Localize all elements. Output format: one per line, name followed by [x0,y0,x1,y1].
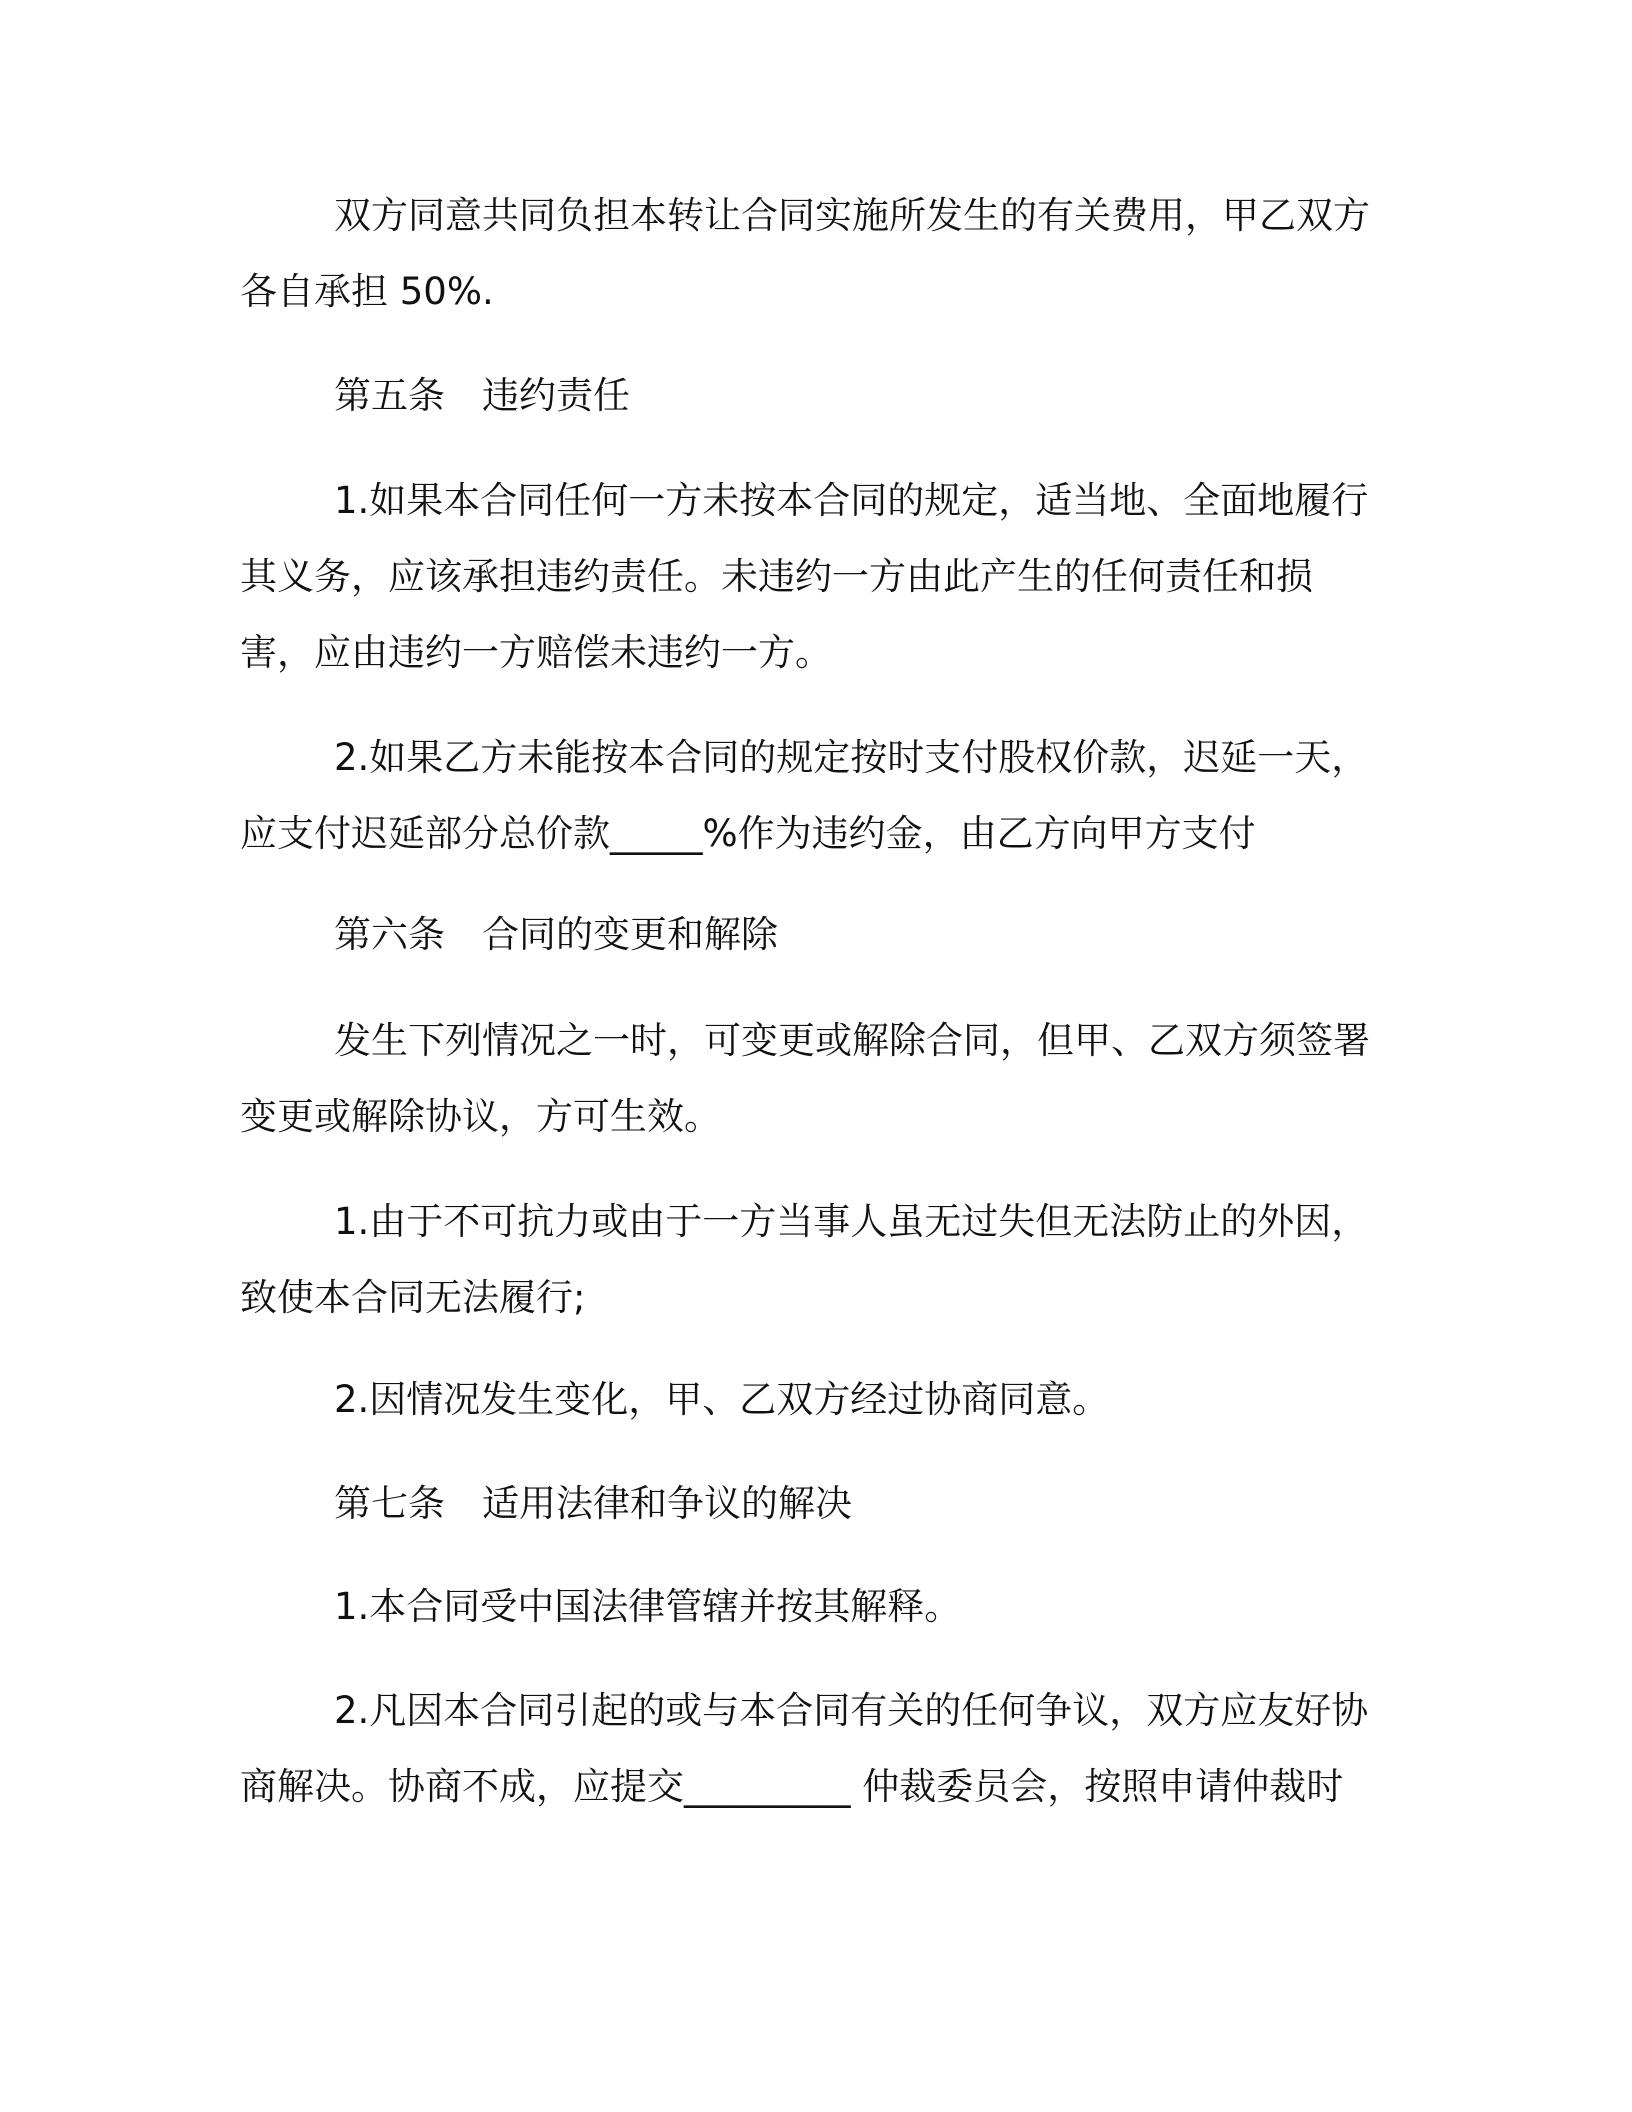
article-5-clause-1: 1.如果本合同任何一方未按本合同的规定，适当地、全面地履行其义务，应该承担违约责任。未违约一方由此产生的任何责任和损害，应由违约一方赔偿未违约一方。 [240,479,1369,674]
article-6-heading: 第六条 合同的变更和解除 [334,913,778,956]
article-7-clause-1: 1.本合同受中国法律管辖并按其解释。 [334,1585,962,1628]
article-7-heading: 第七条 适用法律和争议的解决 [334,1482,852,1525]
paragraph-cost-sharing: 双方同意共同负担本转让合同实施所发生的有关费用，甲乙双方各自承担 50%. [240,194,1370,313]
article-6-clause-2: 2.因情况发生变化，甲、乙双方经过协商同意。 [334,1378,1110,1421]
article-6-clause-1: 1.由于不可抗力或由于一方当事人虽无过失但无法防止的外因，致使本合同无法履行; [240,1200,1369,1319]
article-7-clause-2: 2.凡因本合同引起的或与本合同有关的任何争议，双方应友好协商解决。协商不成，应提交_________ 仲裁委员会，按照申请仲裁时 [240,1689,1369,1808]
article-6-intro: 发生下列情况之一时，可变更或解除合同，但甲、乙双方须签署变更或解除协议，方可生效。 [240,1019,1370,1138]
article-5-clause-2: 2.如果乙方未能按本合同的规定按时支付股权价款，迟延一天，应支付迟延部分总价款_____%作为违约金，由乙方向甲方支付 [240,736,1369,855]
article-5-heading: 第五条 违约责任 [334,374,630,417]
